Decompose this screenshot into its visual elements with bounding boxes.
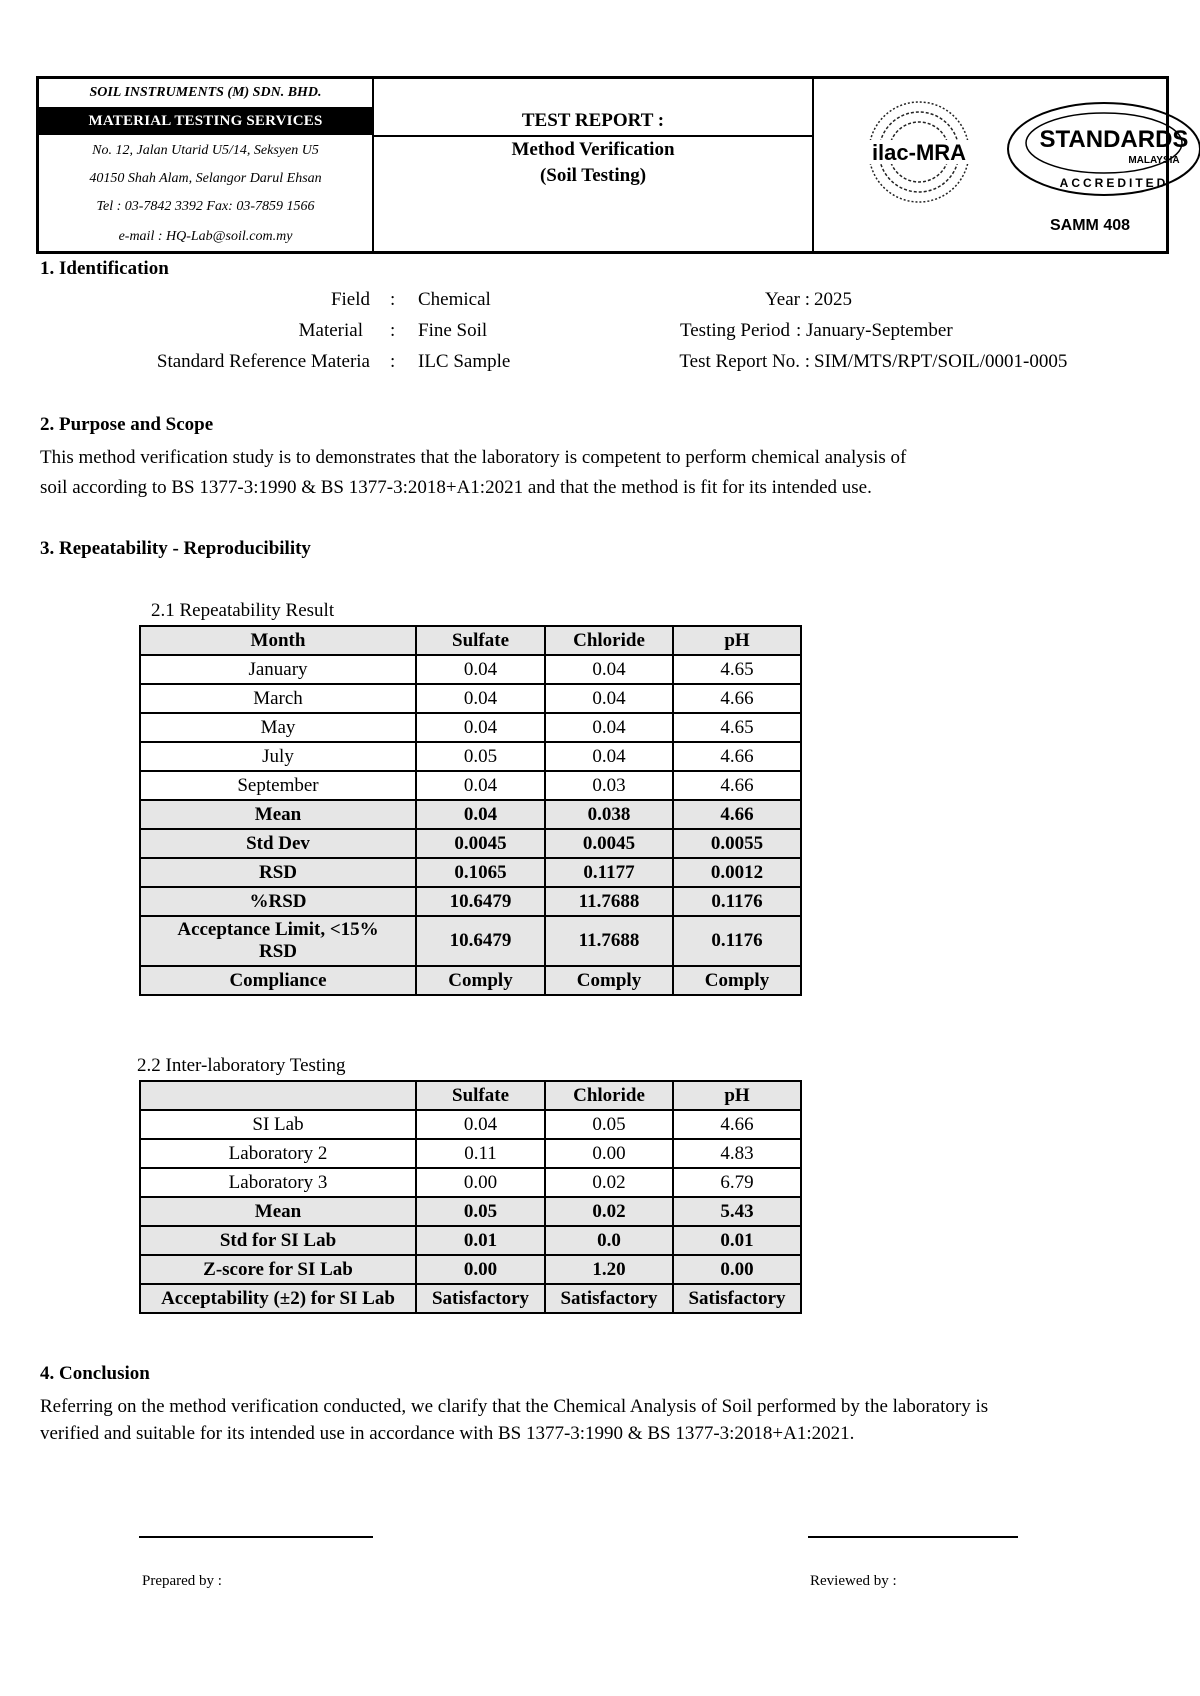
ph-cell: Comply: [673, 966, 801, 995]
chloride-cell: 0.02: [545, 1197, 673, 1226]
sulfate-cell: 0.04: [416, 771, 545, 800]
company-block: [39, 79, 374, 251]
ph-cell: 4.66: [673, 1110, 801, 1139]
svg-text:ACCREDITED: ACCREDITED: [1059, 176, 1169, 190]
summary-row-rsd: [140, 858, 801, 887]
laboratory-cell: SI Lab: [140, 1110, 416, 1139]
table-row: [140, 1110, 801, 1139]
summary-row-z-score: [140, 1255, 801, 1284]
prepared-signature-line: [139, 1536, 373, 1538]
summary-row-mean: [140, 1197, 801, 1226]
ph-cell: 0.1176: [673, 887, 801, 916]
table-row: [140, 713, 801, 742]
chloride-cell: Comply: [545, 966, 673, 995]
phone-fax: Tel : 03-7842 3392 Fax: 03-7859 1566: [96, 199, 315, 214]
report-subtitle: Method Verification: [511, 139, 675, 160]
sulfate-cell: 0.11: [416, 1139, 545, 1168]
chloride-cell: Satisfactory: [545, 1284, 673, 1313]
sulfate-cell: 0.00: [416, 1255, 545, 1284]
svg-text:MALAYSIA: MALAYSIA: [1128, 155, 1180, 166]
month-cell: March: [140, 684, 416, 713]
ph-cell: 4.65: [673, 713, 801, 742]
sulfate-cell: 0.00: [416, 1168, 545, 1197]
summary-row-acceptability: [140, 1284, 801, 1313]
summary-row-std-dev: [140, 829, 801, 858]
year-label: Year :: [764, 289, 810, 310]
report-no-label: Test Report No. :: [679, 351, 810, 372]
period-label: Testing Period: [679, 320, 790, 341]
chloride-cell: 0.04: [545, 742, 673, 771]
sulfate-cell: 0.04: [416, 1110, 545, 1139]
company-name: SOIL INSTRUMENTS (M) SDN. BHD.: [39, 79, 372, 108]
summary-row-compliance: [140, 966, 801, 995]
standards-malaysia-logo: [1004, 99, 1200, 199]
summary-label: Mean: [140, 1197, 416, 1226]
chloride-cell: 0.05: [545, 1110, 673, 1139]
report-title-block: [374, 79, 814, 251]
month-cell: May: [140, 713, 416, 742]
purpose-line-1: This method verification study is to demonstrates that the laboratory is competent to perform chemical analysis of: [40, 447, 907, 468]
srm-label: Standard Reference Materia: [156, 351, 370, 372]
field-colon: :: [390, 289, 396, 310]
ph-cell: 6.79: [673, 1168, 801, 1197]
chloride-cell: 0.0045: [545, 829, 673, 858]
material-value: Fine Soil: [418, 320, 488, 341]
svg-text:ilac-MRA: ilac-MRA: [871, 140, 967, 165]
summary-label: Std for SI Lab: [140, 1226, 416, 1255]
chloride-cell: 0.04: [545, 655, 673, 684]
ph-cell: 0.0012: [673, 858, 801, 887]
summary-row-std: [140, 1226, 801, 1255]
summary-label: RSD: [140, 858, 416, 887]
sulfate-cell: Satisfactory: [416, 1284, 545, 1313]
sulfate-cell: 0.04: [416, 713, 545, 742]
report-subtitle-2: (Soil Testing): [539, 165, 647, 186]
repeatability-caption: 2.1 Repeatability Result: [151, 600, 335, 621]
identification-heading: 1. Identification: [40, 258, 169, 279]
chloride-cell: 11.7688: [545, 887, 673, 916]
table-row: [140, 684, 801, 713]
summary-label: Compliance: [140, 966, 416, 995]
sulfate-cell: 0.1065: [416, 858, 545, 887]
column-header: pH: [673, 626, 801, 655]
chloride-cell: 0.00: [545, 1139, 673, 1168]
ph-cell: 4.66: [673, 742, 801, 771]
sulfate-cell: 0.01: [416, 1226, 545, 1255]
address-line-1: No. 12, Jalan Utarid U5/14, Seksyen U5: [92, 143, 319, 158]
ph-cell: 5.43: [673, 1197, 801, 1226]
ph-cell: 0.00: [673, 1255, 801, 1284]
field-label: Field: [330, 289, 370, 310]
table-header-row: [140, 1081, 801, 1110]
summary-label: Mean: [140, 800, 416, 829]
column-header: Chloride: [545, 1081, 673, 1110]
column-header: Sulfate: [416, 626, 545, 655]
ph-cell: 0.1176: [673, 916, 801, 966]
table-row: [140, 742, 801, 771]
summary-label: Acceptability (±2) for SI Lab: [140, 1284, 416, 1313]
chloride-cell: 0.038: [545, 800, 673, 829]
sulfate-cell: 0.04: [416, 800, 545, 829]
table-row: [140, 1168, 801, 1197]
table-row: [140, 1139, 801, 1168]
ph-cell: 4.66: [673, 771, 801, 800]
sulfate-cell: 0.05: [416, 742, 545, 771]
conclusion-line-2: verified and suitable for its intended use in accordance with BS 1377-3:1990 & BS 1377-3:2018+A1:2021.: [40, 1423, 855, 1444]
reviewed-by-label: Reviewed by :: [810, 1573, 897, 1589]
reviewed-signature-line: [808, 1536, 1018, 1538]
chloride-cell: 0.04: [545, 713, 673, 742]
summary-label: Std Dev: [140, 829, 416, 858]
ph-cell: 4.65: [673, 655, 801, 684]
column-header: Sulfate: [416, 1081, 545, 1110]
summary-label: Acceptance Limit, <15% RSD: [140, 916, 416, 966]
accreditation-logos: [814, 79, 1189, 251]
email: e-mail : HQ-Lab@soil.com.my: [118, 229, 293, 244]
division-name: MATERIAL TESTING SERVICES: [39, 107, 372, 135]
sulfate-cell: 0.04: [416, 684, 545, 713]
purpose-line-2: soil according to BS 1377-3:1990 & BS 1377-3:2018+A1:2021 and that the method is fit for its intended use.: [40, 477, 872, 498]
sulfate-cell: 0.04: [416, 655, 545, 684]
conclusion-heading: 4. Conclusion: [40, 1363, 150, 1384]
interlab-caption: 2.2 Inter-laboratory Testing: [137, 1055, 346, 1076]
svg-text:STANDARDS: STANDARDS: [1039, 126, 1189, 153]
column-header: pH: [673, 1081, 801, 1110]
srm-value: ILC Sample: [418, 351, 511, 372]
summary-row-percent-rsd: [140, 887, 801, 916]
ph-cell: 4.66: [673, 800, 801, 829]
interlab-table: [139, 1080, 802, 1314]
material-colon: :: [390, 320, 396, 341]
month-cell: January: [140, 655, 416, 684]
repeatability-heading: 3. Repeatability - Reproducibility: [40, 538, 311, 559]
hatched-corner-cell: [140, 1081, 416, 1110]
ph-cell: 0.0055: [673, 829, 801, 858]
column-header: Chloride: [545, 626, 673, 655]
chloride-cell: 0.0: [545, 1226, 673, 1255]
purpose-heading: 2. Purpose and Scope: [40, 414, 214, 435]
chloride-cell: 0.04: [545, 684, 673, 713]
month-cell: September: [140, 771, 416, 800]
ilac-mra-logo: [864, 97, 974, 207]
repeatability-table: [139, 625, 802, 996]
report-title: TEST REPORT :: [374, 107, 812, 137]
summary-label: Z-score for SI Lab: [140, 1255, 416, 1284]
sulfate-cell: 10.6479: [416, 916, 545, 966]
chloride-cell: 11.7688: [545, 916, 673, 966]
laboratory-cell: Laboratory 2: [140, 1139, 416, 1168]
samm-number: SAMM 408: [1050, 217, 1131, 234]
month-cell: July: [140, 742, 416, 771]
address-line-2: 40150 Shah Alam, Selangor Darul Ehsan: [89, 171, 322, 186]
ph-cell: Satisfactory: [673, 1284, 801, 1313]
table-row: [140, 655, 801, 684]
conclusion-line-1: Referring on the method verification conducted, we clarify that the Chemical Analysis of Soil performed by the laboratory is: [40, 1396, 989, 1417]
report-header: [36, 76, 1189, 254]
ph-cell: 4.66: [673, 684, 801, 713]
summary-row-mean: [140, 800, 801, 829]
table-header-row: [140, 626, 801, 655]
field-value: Chemical: [418, 289, 491, 310]
sulfate-cell: 0.0045: [416, 829, 545, 858]
chloride-cell: 0.03: [545, 771, 673, 800]
sulfate-cell: Comply: [416, 966, 545, 995]
report-no-value: SIM/MTS/RPT/SOIL/0001-0005: [814, 351, 1068, 372]
sulfate-cell: 10.6479: [416, 887, 545, 916]
chloride-cell: 0.1177: [545, 858, 673, 887]
chloride-cell: 0.02: [545, 1168, 673, 1197]
period-value: : January-September: [796, 320, 953, 341]
summary-row-acceptance-limit: [140, 916, 801, 966]
summary-label: %RSD: [140, 887, 416, 916]
prepared-by-label: Prepared by :: [142, 1573, 222, 1589]
sulfate-cell: 0.05: [416, 1197, 545, 1226]
table-row: [140, 771, 801, 800]
ph-cell: 4.83: [673, 1139, 801, 1168]
laboratory-cell: Laboratory 3: [140, 1168, 416, 1197]
srm-colon: :: [390, 351, 396, 372]
material-label: Material: [298, 320, 363, 341]
column-header: Month: [140, 626, 416, 655]
ph-cell: 0.01: [673, 1226, 801, 1255]
chloride-cell: 1.20: [545, 1255, 673, 1284]
year-value: 2025: [814, 289, 852, 310]
